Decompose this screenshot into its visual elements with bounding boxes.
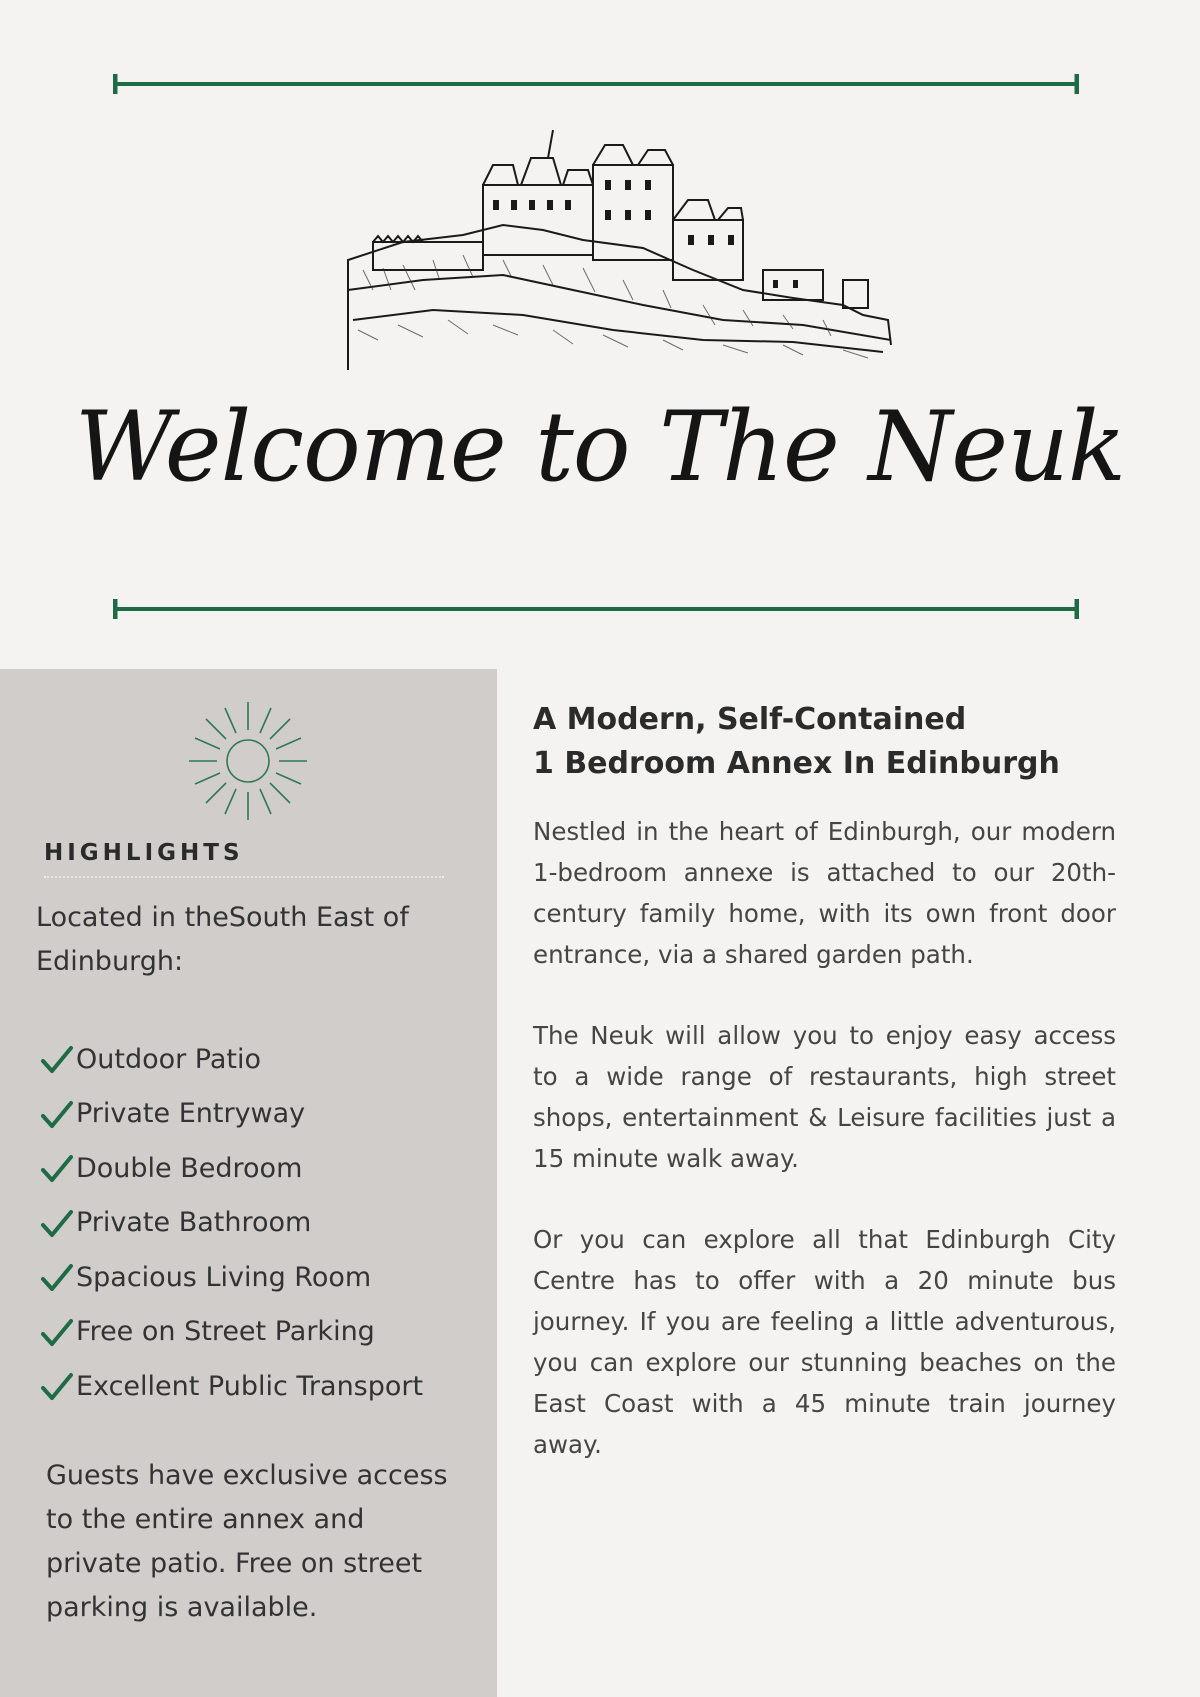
annex-heading: [533, 698, 1153, 786]
highlight-label: Free on Street Parking: [76, 1316, 375, 1348]
annex-heading-line-2: 1 Bedroom Annex In Edinburgh: [533, 746, 1060, 781]
dotted-divider: [44, 876, 444, 878]
location-text: Located in theSouth East of Edinburgh:: [36, 902, 409, 977]
checkmark-icon: [40, 1317, 74, 1347]
highlight-label: Excellent Public Transport: [76, 1370, 424, 1402]
sun-icon: [187, 700, 309, 822]
highlight-label: Outdoor Patio: [76, 1043, 262, 1075]
highlights-heading: HIGHLIGHTS: [44, 840, 244, 866]
list-item: [40, 1032, 423, 1087]
access-paragraph: The Neuk will allow you to enjoy easy access to a wide range of restaurants, high street shops, entertainment & Leisure facilities just a 15 minute walk away.: [533, 1021, 1116, 1173]
highlight-label: Private Entryway: [76, 1098, 306, 1130]
checkmark-icon: [40, 1262, 74, 1292]
list-item: [40, 1087, 423, 1142]
checkmark-icon: [40, 1099, 74, 1129]
highlight-label: Private Bathroom: [76, 1207, 312, 1239]
bottom-divider: [113, 597, 1079, 621]
annex-heading-line-1: A Modern, Self-Contained: [533, 702, 967, 737]
highlight-label: Double Bedroom: [76, 1152, 303, 1184]
checkmark-icon: [40, 1208, 74, 1238]
list-item: [40, 1305, 423, 1360]
list-item: [40, 1141, 423, 1196]
explore-paragraph: Or you can explore all that Edinburgh City Centre has to offer with a 20 minute bus journey. If you are feeling a little adventurous, you can explore our stunning beaches on the East Coast with a 45 minute train journey away.: [533, 1225, 1116, 1459]
castle-illustration: [343, 130, 893, 375]
guests-note: Guests have exclusive access to the entire annex and private patio. Free on street parking is available.: [46, 1460, 448, 1623]
checkmark-icon: [40, 1153, 74, 1183]
highlights-list: [40, 1032, 423, 1414]
intro-paragraph: Nestled in the heart of Edinburgh, our modern 1-bedroom annexe is attached to our 20th-century family home, with its own front door entrance, via a shared garden path.: [533, 817, 1116, 969]
page-title: Welcome to The Neuk: [74, 391, 1126, 503]
list-item: [40, 1250, 423, 1305]
top-divider: [113, 72, 1079, 96]
list-item: [40, 1359, 423, 1414]
list-item: [40, 1196, 423, 1251]
highlight-label: Spacious Living Room: [76, 1261, 372, 1293]
checkmark-icon: [40, 1044, 74, 1074]
checkmark-icon: [40, 1371, 74, 1401]
